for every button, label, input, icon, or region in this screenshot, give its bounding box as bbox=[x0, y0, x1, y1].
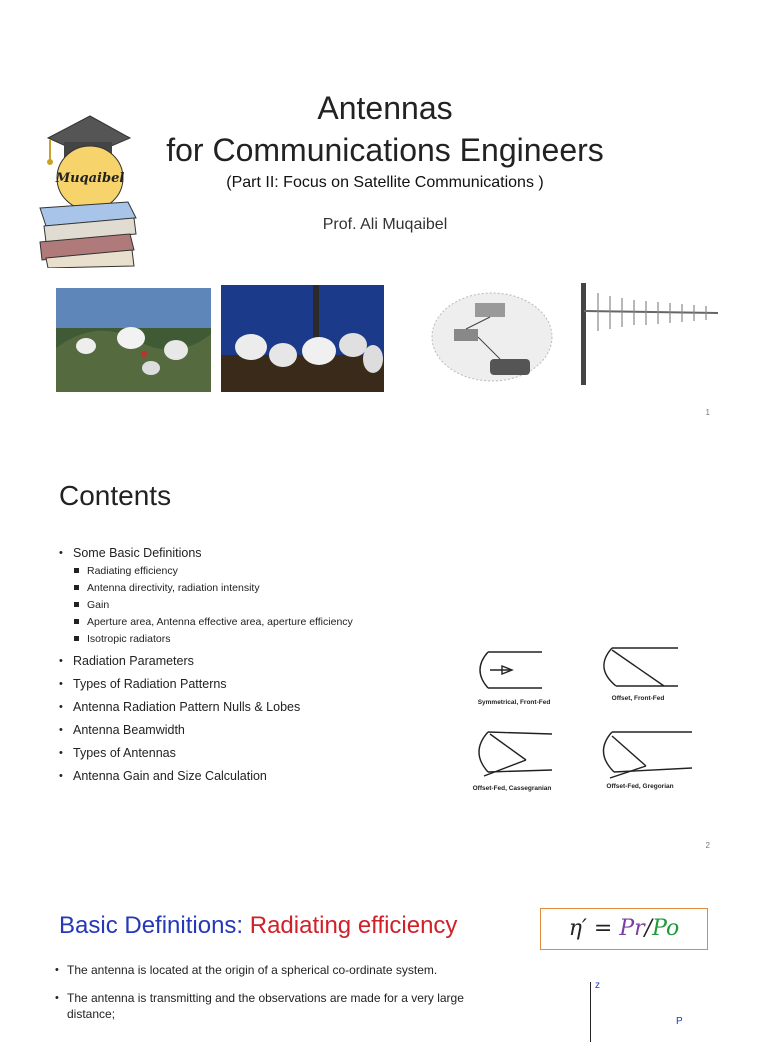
basic-definitions-slide bbox=[0, 860, 768, 1027]
graduation-cap-logo bbox=[30, 98, 140, 268]
list-item: • Types of Radiation Patterns bbox=[58, 677, 458, 692]
diagram-label: Offset, Front-Fed bbox=[611, 695, 665, 702]
antenna-hill-photo bbox=[56, 288, 211, 392]
author: Prof. Ali Muqaibel bbox=[322, 216, 448, 233]
efficiency-equation bbox=[540, 908, 708, 950]
sub-item: Isotropic radiators bbox=[73, 632, 458, 646]
equation-slash: / bbox=[644, 916, 653, 941]
title-part-2: Radiating efficiency bbox=[249, 912, 458, 939]
subtitle: (Part II: Focus on Satellite Communications ) bbox=[226, 174, 544, 191]
satellite-dishes-photo bbox=[221, 285, 384, 392]
diagram-label: Offset-Fed, Cassegranian bbox=[472, 785, 552, 792]
point-label: P bbox=[676, 1016, 683, 1027]
sub-item: Aperture area, Antenna effective area, aperture efficiency bbox=[73, 615, 458, 629]
reflector-icon bbox=[480, 652, 488, 688]
logo-text: Muqaibel bbox=[55, 171, 125, 186]
contents-slide bbox=[0, 430, 768, 860]
definition-bullets bbox=[55, 962, 495, 1034]
sub-item: Radiating efficiency bbox=[73, 564, 458, 578]
contents-list bbox=[58, 546, 458, 792]
list-item: • The antenna is transmitting and the observations are made for a very large distance; bbox=[55, 990, 495, 1022]
z-axis bbox=[590, 982, 591, 1042]
list-item-label: Some Basic Definitions bbox=[73, 546, 202, 560]
sub-item: Gain bbox=[73, 598, 458, 612]
diagram-label: Offset-Fed, Gregorian bbox=[606, 783, 674, 790]
title-slide bbox=[0, 0, 768, 430]
equation-lhs: η′ = bbox=[568, 916, 620, 941]
sub-item: Antenna directivity, radiation intensity bbox=[73, 581, 458, 595]
z-axis-label: z bbox=[595, 980, 600, 991]
diagram-label: Symmetrical, Front-Fed bbox=[477, 699, 551, 706]
slide-title bbox=[59, 912, 457, 940]
list-item: • Antenna Gain and Size Calculation bbox=[58, 769, 458, 784]
list-item bbox=[58, 546, 458, 646]
equation-po: Po bbox=[652, 916, 680, 941]
list-item: • The antenna is located at the origin of a spherical co-ordinate system. bbox=[55, 962, 495, 978]
title-part-1: Basic Definitions: bbox=[59, 912, 244, 939]
yagi-antenna-photo bbox=[574, 283, 722, 385]
list-item: • Antenna Radiation Pattern Nulls & Lobes bbox=[58, 700, 458, 715]
wireless-system-diagram bbox=[430, 287, 555, 385]
list-item: • Radiation Parameters bbox=[58, 654, 458, 669]
sub-list bbox=[73, 564, 458, 646]
equation-pr: Pr bbox=[619, 916, 645, 941]
slide-number: 1 bbox=[705, 408, 710, 417]
contents-title: Contents bbox=[59, 480, 172, 511]
list-item: • Antenna Beamwidth bbox=[58, 723, 458, 738]
reflector-diagrams bbox=[466, 640, 706, 800]
title-line-2: for Communications Engineers bbox=[166, 132, 604, 168]
list-item: • Types of Antennas bbox=[58, 746, 458, 761]
slide-number: 2 bbox=[705, 841, 710, 850]
title-line-1: Antennas bbox=[317, 90, 453, 126]
